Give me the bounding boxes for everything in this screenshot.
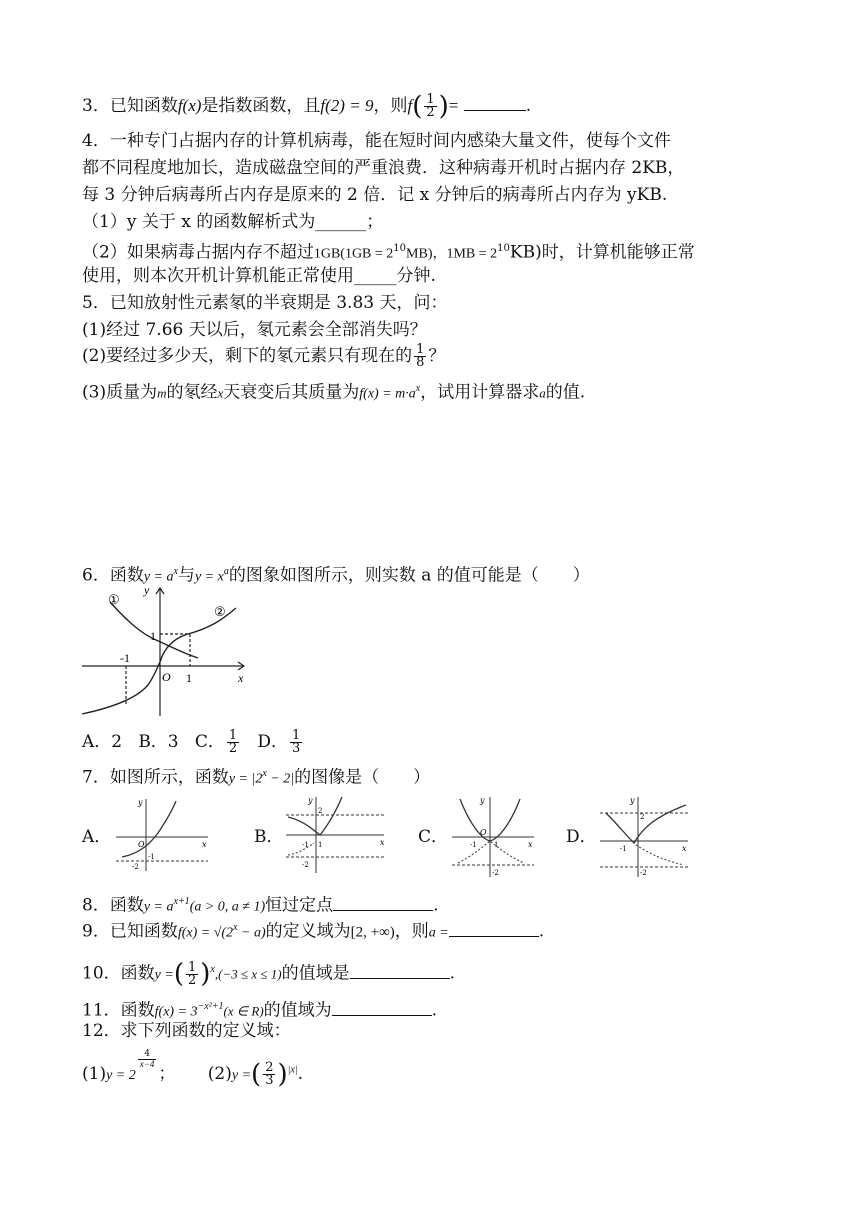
svg-text:x: x — [380, 838, 385, 847]
q4-line5: 使用，则本次开机计算机能正常使用_____分钟. — [82, 266, 436, 286]
answer-blank — [464, 94, 526, 111]
question-7: 7．如图所示，函数$y = |2^x - 2|$的图像是（ ） — [82, 767, 431, 788]
q7-option-a-label[interactable]: A． — [82, 827, 112, 847]
svg-text:-2: -2 — [302, 861, 309, 869]
question-12-parts: (1)y = 2 $\frac{4}{x-4}$ ； (2)y =( $\frac{2}{3}$ )$^{|x|}$. — [82, 1049, 303, 1090]
question-10: 10．函数y =( $\frac{1}{2}$ )$^x$,(−3 ≤ x ≤ 1)的值域是 . — [82, 959, 455, 990]
curve-2 — [82, 608, 236, 714]
q4-line2: 都不同程度地加长，造成磁盘空间的严重浪费．这种病毒开机时占据内存 2KB， — [82, 158, 685, 178]
option-d[interactable]: D． $\frac{1}{3}$ — [257, 728, 301, 756]
svg-text:2: 2 — [640, 813, 645, 821]
svg-text:-2: -2 — [640, 869, 647, 877]
svg-text:O: O — [480, 828, 487, 837]
q5-part1: (1)经过 7.66 天以后，氡元素会全部消失吗？ — [82, 320, 427, 340]
svg-text:-1: -1 — [148, 853, 155, 861]
answer-blank — [333, 894, 433, 911]
option-b[interactable]: B．3 — [138, 732, 179, 752]
svg-text:x: x — [682, 844, 687, 853]
answer-blank — [350, 962, 450, 979]
svg-text:x: x — [238, 671, 244, 685]
q7-graph-d — [598, 795, 690, 879]
q7-option-b-label[interactable]: B． — [254, 827, 284, 847]
svg-text:1: 1 — [318, 841, 323, 849]
svg-text:y: y — [138, 798, 143, 807]
answer-blank — [332, 999, 432, 1016]
label-2: ② — [214, 604, 226, 619]
label-1: ① — [108, 592, 120, 607]
question-12: 12．求下列函数的定义域： — [82, 1021, 291, 1041]
q4-line1: 4．一种专门占据内存的计算机病毒，能在短时间内感染大量文件，使每个文件 — [82, 131, 671, 151]
svg-text:y: y — [480, 796, 485, 805]
svg-text:1: 1 — [186, 671, 192, 685]
svg-text:y: y — [630, 796, 635, 805]
fraction-half: $\frac{1}{2}$ — [426, 92, 435, 120]
svg-text:-1: -1 — [120, 651, 130, 665]
q4-sub1: （1）y 关于 x 的函数解析式为______； — [82, 212, 384, 232]
q4-sub2: （2）如果病毒占据内存不超过$1GB(1GB = 2^{10}MB)$，$1MB = 2^{10}KB$)时，计算机能够正常 — [82, 242, 695, 263]
svg-text:O: O — [138, 840, 145, 849]
svg-text:y: y — [144, 583, 150, 597]
question-6: 6．函数$y = a^x$与$y = x^a$的图象如图所示，则实数 a 的值可能是（ ） — [82, 565, 590, 586]
svg-text:-1: -1 — [620, 845, 627, 853]
svg-text:y: y — [308, 796, 313, 805]
q7-graph-a — [112, 795, 212, 875]
answer-blank — [449, 920, 539, 937]
q4-line3: 每 3 分钟后病毒所占内存是原来的 2 倍．记 x 分钟后的病毒所占内存为 yKB. — [82, 185, 668, 205]
question-8: 8．函数$y = a^{x+1}(a > 0$, a ≠ 1)恒过定点 . — [82, 895, 439, 916]
question-3: 3．已知函数f(x)是指数函数，且f(2) = 9，则f( $\frac{1}{2}$ )= . — [82, 91, 532, 122]
svg-text:2: 2 — [318, 807, 323, 815]
q6-options — [82, 730, 304, 755]
svg-text:O: O — [162, 670, 171, 684]
svg-text:-1: -1 — [302, 841, 309, 849]
svg-text:x: x — [202, 840, 207, 849]
q6-graph — [80, 582, 250, 720]
q5-part3: (3)质量为m的氡经x天衰变后其质量为$f(x) = m\cdot a^x$，试用计算器求a的值. — [82, 382, 586, 403]
svg-text:-1: -1 — [470, 841, 477, 849]
q5-line1: 5．已知放射性元素氡的半衰期是 3.83 天，问： — [82, 293, 448, 313]
svg-text:1: 1 — [494, 841, 499, 849]
option-c[interactable]: C． $\frac{1}{2}$ — [194, 728, 238, 756]
q5-part2: (2)要经过多少天，剩下的氡元素只有现在的 $\frac{1}{8}$ ？ — [82, 342, 446, 370]
question-11: 11．函数$f(x) = 3^{-x^2+1}(x$ ∈ R)的值域为 . — [82, 1000, 438, 1021]
svg-text:-2: -2 — [492, 869, 499, 877]
svg-text:x: x — [528, 840, 533, 849]
q7-option-c-label[interactable]: C． — [418, 827, 449, 847]
q7-graph-b — [284, 795, 388, 877]
fraction-one-eighth: $\frac{1}{8}$ — [416, 342, 425, 370]
svg-text:-2: -2 — [132, 863, 139, 871]
svg-text:1: 1 — [150, 629, 156, 643]
q7-option-d-label[interactable]: D． — [566, 827, 597, 847]
option-a[interactable]: A．2 — [82, 732, 123, 752]
question-9: 9．已知函数$f(x) = √(2^x - a)$的定义域为[2, +∞)，则a = . — [82, 921, 545, 942]
q7-graph-c — [450, 795, 536, 879]
